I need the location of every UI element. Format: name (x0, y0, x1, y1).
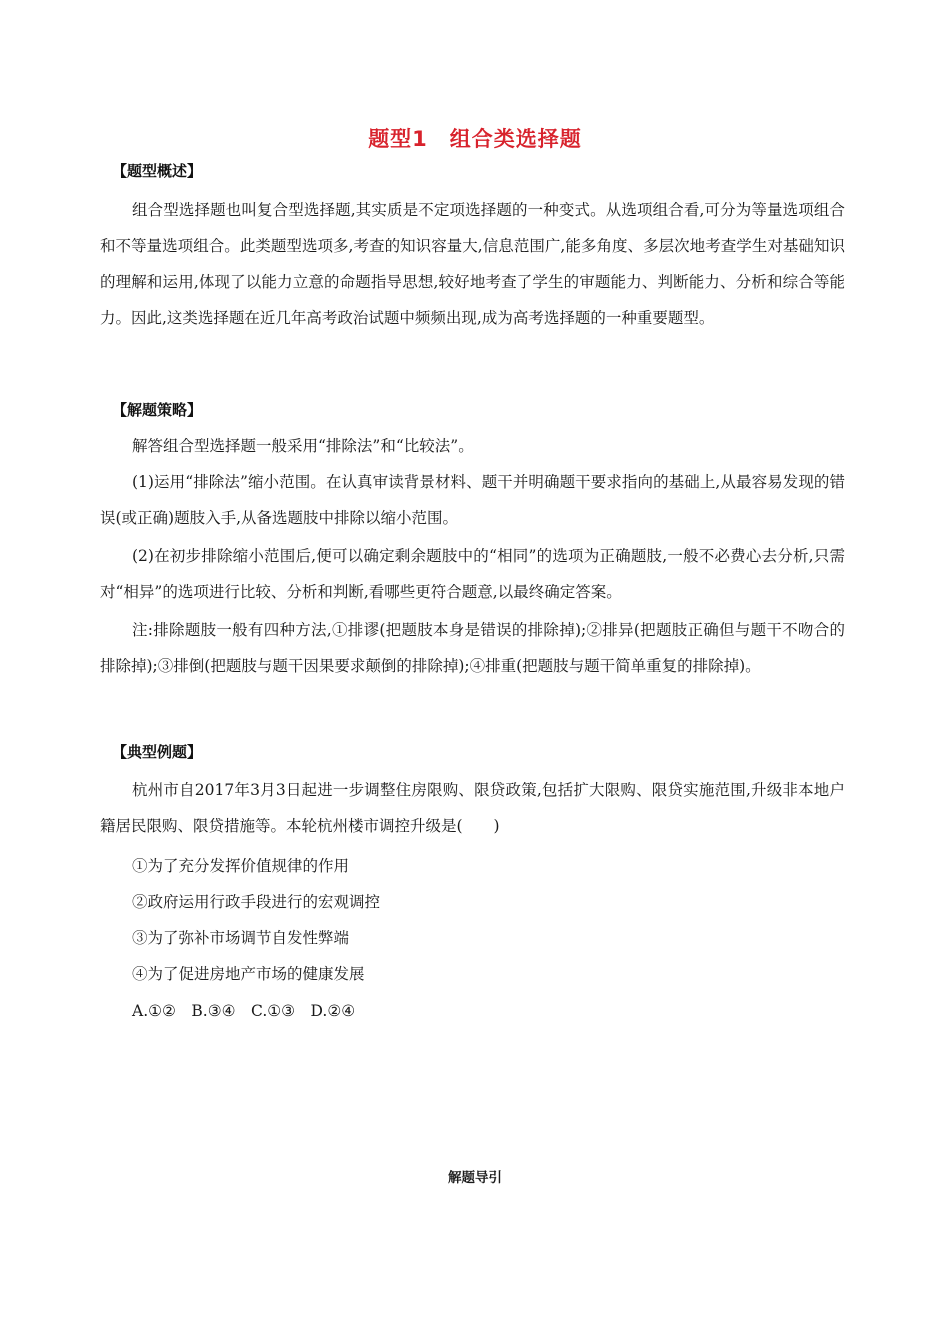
section-tag-overview: 【题型概述】 (112, 162, 203, 180)
section-tag-strategy: 【解题策略】 (112, 401, 203, 419)
example-answer-options: A.①② B.③④ C.①③ D.②④ (132, 1002, 356, 1020)
strategy-point-1: (1)运用“排除法”缩小范围。在认真审读背景材料、题干并明确题干要求指向的基础上,从最容易发现的错误(或正确)题肢入手,从备选题肢中排除以缩小范围。 (100, 473, 845, 527)
overview-paragraph: 组合型选择题也叫复合型选择题,其实质是不定项选择题的一种变式。从选项组合看,可分为等量选项组合和不等量选项组合。此类题型选项多,考查的知识容量大,信息范围广,能多角度、多层次地考查学生对基础知识的理解和运用,体现了以能力立意的命题指导思想,较好地考查了学生的审题能力、判断能力、分析和综合等能力。因此,这类选择题在近几年高考政治试题中频频出现,成为高考选择题的一种重要题型。 (100, 201, 845, 327)
example-item-4: ④为了促进房地产市场的健康发展 (132, 965, 365, 983)
footer-heading: 解题导引 (448, 1170, 502, 1186)
section-tag-example: 【典型例题】 (112, 743, 203, 761)
strategy-point-2: (2)在初步排除缩小范围后,便可以确定剩余题肢中的“相同”的选项为正确题肢,一般不必费心去分析,只需对“相异”的选项进行比较、分析和判断,看哪些更符合题意,以最终确定答案。 (100, 547, 845, 601)
strategy-intro: 解答组合型选择题一般采用“排除法”和“比较法”。 (132, 437, 474, 455)
example-item-1: ①为了充分发挥价值规律的作用 (132, 857, 350, 875)
page-title: 题型1 组合类选择题 (368, 127, 582, 151)
example-item-2: ②政府运用行政手段进行的宏观调控 (132, 893, 381, 911)
example-question: 杭州市自2017年3月3日起进一步调整住房限购、限贷政策,包括扩大限购、限贷实施范围,升级非本地户籍居民限购、限贷措施等。本轮杭州楼市调控升级是( ) (100, 781, 845, 835)
example-item-3: ③为了弥补市场调节自发性弊端 (132, 929, 350, 947)
strategy-note: 注:排除题肢一般有四种方法,①排谬(把题肢本身是错误的排除掉);②排异(把题肢正确但与题干不吻合的排除掉);③排倒(把题肢与题干因果要求颠倒的排除掉);④排重(把题肢与题干简单重复的排除掉)。 (100, 621, 845, 675)
